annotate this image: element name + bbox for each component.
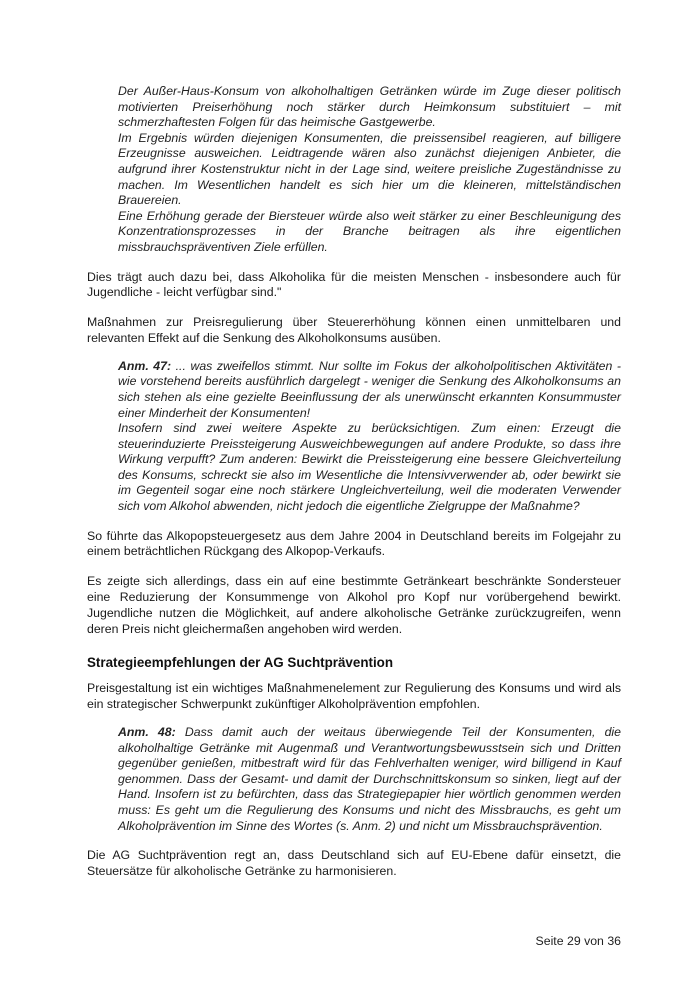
section-heading: Strategieempfehlungen der AG Suchtprävention	[87, 655, 394, 671]
annotation-47	[118, 359, 621, 515]
annotation-text: ... was zweifellos stimmt. Nur sollte im Fokus der alkoholpolitischen Aktivitäten - wie vorstehend bereits ausführlich dargelegt - weniger die Senkung des Alkoholkonsums an sich stehen als eine gezielte Beeinflussung der als unerwünscht erkannten Konsummuster einer Minderheit der Konsumenten!	[118, 358, 621, 420]
quote-paragraph: Der Außer-Haus-Konsum von alkoholhaltigen Getränken würde im Zuge dieser politisch motivierten Preiserhöhung noch stärker durch Heimkonsum substituiert – mit schmerzhaftesten Folgen für das heimische Gastgewerbe.	[118, 84, 621, 130]
body-paragraph: So führte das Alkopopsteuergesetz aus dem Jahre 2004 in Deutschland bereits im Folgejahr zu einem beträchtlichen Rückgang des Alkopop-Verkaufs.	[87, 528, 621, 559]
body-paragraph: Maßnahmen zur Preisregulierung über Steuererhöhung können einen unmittelbaren und relevanten Effekt auf die Senkung des Alkoholkonsums ausüben.	[87, 315, 621, 345]
page-number: Seite 29 von 36	[535, 934, 621, 948]
annotation-48	[118, 725, 621, 834]
quote-paragraph: Eine Erhöhung gerade der Biersteuer würde also weit stärker zu einer Beschleunigung des Konzentrationsprozesses in der Branche beitragen als ihre eigentlichen missbrauchspräventiven Ziele erfüllen.	[118, 208, 621, 254]
body-paragraph: Die AG Suchtprävention regt an, dass Deutschland sich auf EU-Ebene dafür einsetzt, die Steuersätze für alkoholische Getränke zu harmonisieren.	[87, 848, 621, 878]
body-paragraph: Es zeigte sich allerdings, dass ein auf eine bestimmte Getränkeart beschränkte Sondersteuer eine Reduzierung der Konsummenge von Alkohol pro Kopf nur vorübergehend bewirkt. Jugendliche nutzen die Möglichkeit, auf andere alkoholische Getränke zurückzugreifen, wenn deren Preis nicht gleichermaßen angehoben wird werden.	[87, 574, 621, 636]
quote-paragraph: Im Ergebnis würden diejenigen Konsumenten, die preissensibel reagieren, auf billigere Erzeugnisse ausweichen. Leidtragende wären also zunächst diejenigen Anbieter, die aufgrund ihrer Kostenstruktur nicht in der Lage sind, weitere preisliche Zugeständnisse zu machen. Im Wesentlichen handelt es sich hier um die kleineren, mittelständischen Brauereien.	[118, 130, 621, 208]
document-body	[87, 84, 621, 880]
annotation-text: Dass damit auch der weitaus überwiegende Teil der Konsumenten, die alkoholhaltige Getränke mit Augenmaß und Verantwortungsbewusstsein sich und Dritten gegenüber genießen, mitbestraft wird für das Fehlverhalten weniger, wird billigend in Kauf genommen. Dass der Gesamt- und damit der Durchschnittskonsum so sinken, liegt auf der Hand. Insofern ist zu befürchten, dass das Strategiepapier hier wörtlich genommen werden muss: Es geht um die Regulierung des Konsums und nicht des Missbrauchs, es geht um Alkoholprävention im Sinne des Wortes (s. Anm. 2) und nicht um Missbrauchsprävention.	[118, 725, 621, 833]
annotation-label: Anm. 48:	[118, 725, 176, 740]
quote-block	[118, 84, 621, 256]
body-paragraph: Preisgestaltung ist ein wichtiges Maßnahmenelement zur Regulierung des Konsums und wird als ein strategischer Schwerpunkt zukünftiger Alkoholprävention empfohlen.	[87, 681, 621, 712]
body-paragraph: Dies trägt auch dazu bei, dass Alkoholika für die meisten Menschen - insbesondere auch für Jugendliche - leicht verfügbar sind."	[87, 269, 621, 300]
annotation-label: Anm. 47:	[118, 358, 172, 373]
annotation-text: Insofern sind zwei weitere Aspekte zu berücksichtigen. Zum einen: Erzeugt die steuerinduzierte Preissteigerung Ausweichbewegungen auf andere Produkte, so dass ihre Wirkung verpufft? Zum anderen: Bewirkt die Preissteigerung eine bessere Gleichverteilung des Konsums, schreckt sie also im Wesentliche die Intensivverwender ab, oder bewirkt sie im Gegenteil sogar eine noch stärkere Ungleichverteilung, weil die moderaten Verwender sich vom Alkohol abwenden, nicht jedoch die eigentliche Zielgruppe der Maßnahme?	[118, 421, 621, 514]
